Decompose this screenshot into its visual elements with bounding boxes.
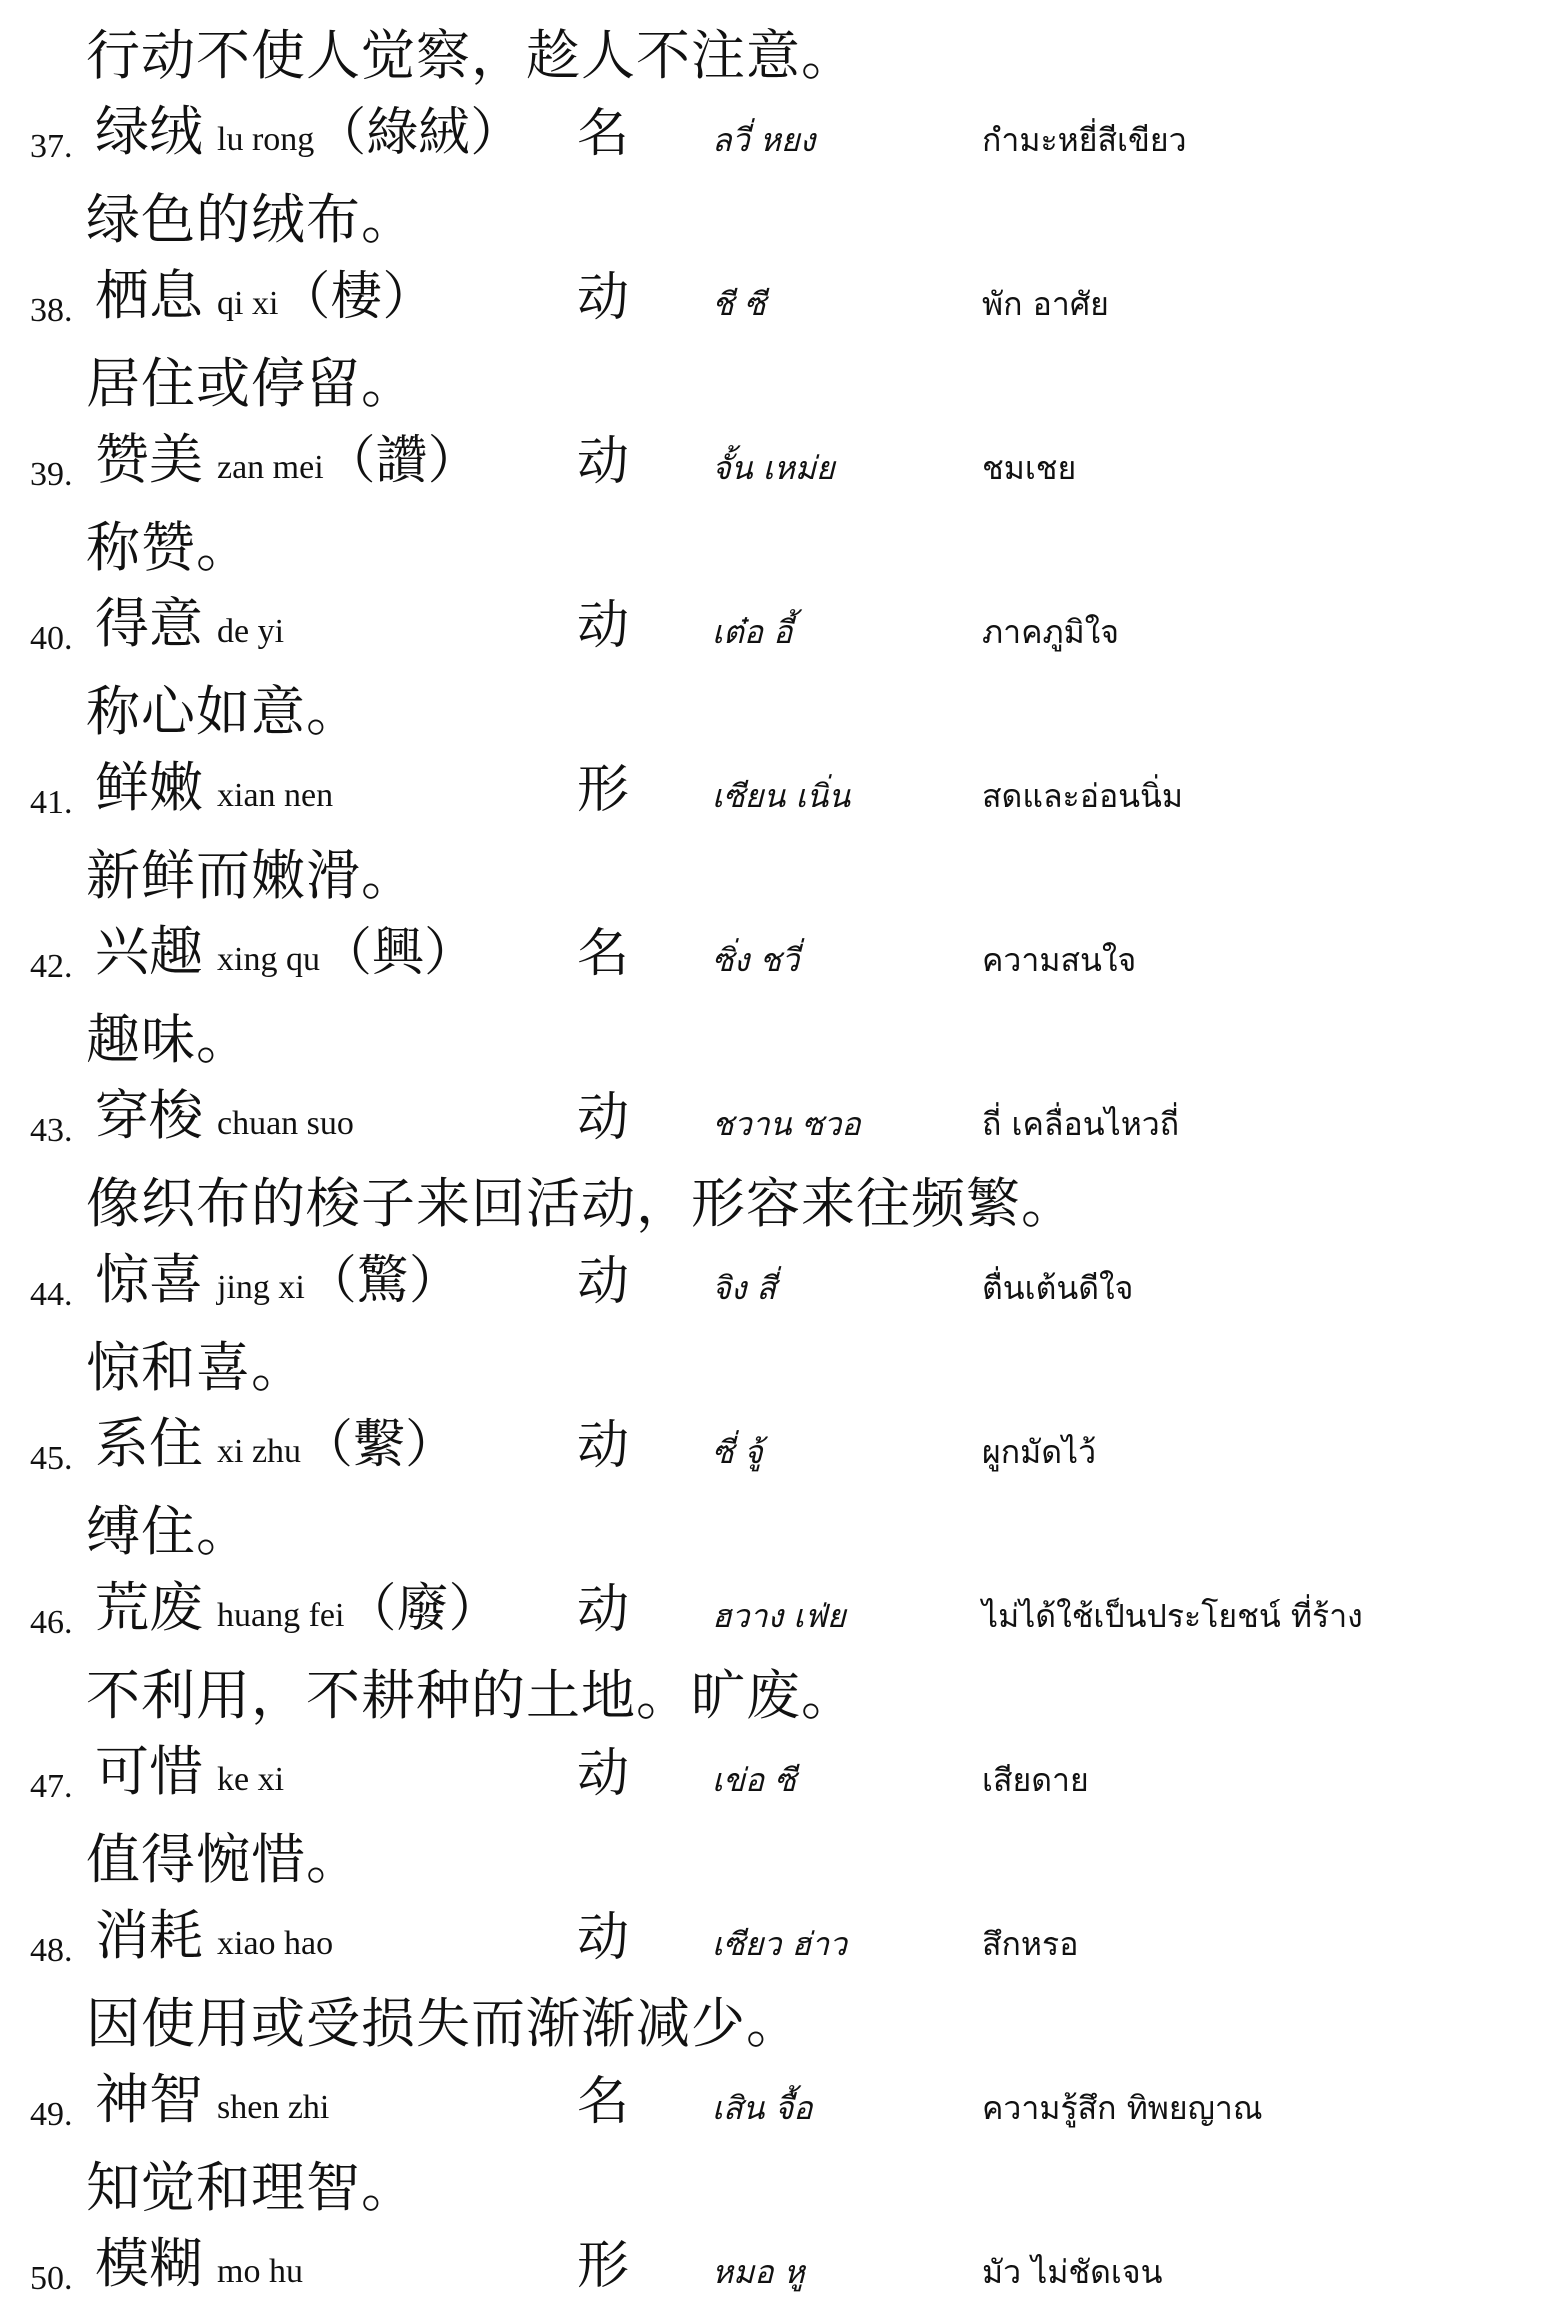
- entry-part-of-speech: 动: [577, 1580, 630, 1640]
- entry-thai-pronunciation: หมอ หู: [712, 2253, 805, 2291]
- entry-number: 44.: [30, 1276, 73, 1313]
- entry-number: 45.: [30, 1440, 73, 1477]
- entry-headword: [95, 745, 333, 822]
- entry-thai-pronunciation: จั้น เหม่ย: [712, 449, 835, 487]
- entry-pinyin: huang fei: [217, 1597, 345, 1634]
- entry-word: 得意: [95, 592, 203, 655]
- entry-definition: 绿色的绒布。: [86, 188, 416, 251]
- entry-thai-pronunciation: ซิ่ง ชวี่: [712, 941, 800, 979]
- entry-part-of-speech: 形: [577, 2236, 630, 2296]
- vocab-entry: [0, 2232, 1550, 2306]
- entry-part-of-speech: 动: [577, 268, 630, 328]
- vocab-entry: [0, 1576, 1550, 1650]
- vocab-entry: [0, 1904, 1550, 1978]
- entry-number: 40.: [30, 620, 73, 657]
- entry-thai-meaning: มัว ไม่ชัดเจน: [982, 2253, 1163, 2291]
- entry-thai-pronunciation: เซียน เนิ่น: [712, 777, 851, 815]
- entry-thai-meaning: ชมเชย: [982, 449, 1077, 487]
- entry-number: 39.: [30, 456, 73, 493]
- entry-word: 赞美: [95, 428, 203, 491]
- entry-definition: 像织布的梭子来回活动，形容来往频繁。: [86, 1172, 1076, 1235]
- entry-thai-meaning: กำมะหยี่สีเขียว: [982, 121, 1187, 159]
- entry-thai-meaning: ความสนใจ: [982, 941, 1137, 979]
- entry-part-of-speech: 动: [577, 1744, 630, 1804]
- entry-number: 49.: [30, 2096, 73, 2133]
- entry-definition: 值得惋惜。: [86, 1828, 361, 1891]
- entry-pinyin: xian nen: [217, 777, 334, 814]
- vocab-entry: [0, 2068, 1550, 2142]
- entry-thai-meaning: สึกหรอ: [982, 1925, 1079, 1963]
- entry-headword: [95, 909, 476, 986]
- vocab-entry: [0, 920, 1550, 994]
- vocab-entry: [0, 100, 1550, 174]
- entry-part-of-speech: 动: [577, 432, 630, 492]
- vocab-entry: [0, 756, 1550, 830]
- entry-word: 可惜: [95, 1740, 203, 1803]
- entry-traditional: （綠絨）: [314, 103, 523, 163]
- entry-word: 绿绒: [95, 100, 203, 163]
- entry-word: 神智: [95, 2068, 203, 2131]
- entry-pinyin: jing xi: [217, 1269, 305, 1306]
- entry-traditional: （繫）: [301, 1415, 458, 1475]
- entry-definition: 不利用，不耕种的土地。旷废。: [86, 1664, 856, 1727]
- entry-word: 惊喜: [95, 1248, 203, 1311]
- entry-pinyin: xiao hao: [217, 1925, 334, 1962]
- entry-pinyin: de yi: [217, 613, 285, 650]
- entry-definition: 称心如意。: [86, 680, 361, 743]
- entry-thai-meaning: ภาคภูมิใจ: [982, 613, 1120, 651]
- entry-headword: [95, 89, 522, 166]
- entry-thai-pronunciation: เซียว ฮ่าว: [712, 1925, 848, 1963]
- entry-definition: 惊和喜。: [86, 1336, 306, 1399]
- entry-traditional: （興）: [319, 923, 476, 983]
- entry-definition: 缚住。: [86, 1500, 251, 1563]
- entry-number: 47.: [30, 1768, 73, 1805]
- entry-headword: [95, 1401, 457, 1478]
- entry-headword: [95, 253, 434, 330]
- entry-definition: 因使用或受损失而渐渐减少。: [86, 1992, 801, 2055]
- entry-number: 42.: [30, 948, 73, 985]
- entry-number: 37.: [30, 128, 73, 165]
- entry-traditional: （廢）: [344, 1579, 501, 1639]
- entry-word: 系住: [95, 1412, 203, 1475]
- entry-number: 38.: [30, 292, 73, 329]
- vocab-entry: [0, 592, 1550, 666]
- entry-part-of-speech: 动: [577, 1908, 630, 1968]
- entry-thai-pronunciation: ชวาน ซวอ: [712, 1105, 861, 1143]
- entry-headword: [95, 581, 284, 658]
- vocab-entry: [0, 1084, 1550, 1158]
- entry-thai-meaning: ถี่ เคลื่อนไหวถี่: [982, 1105, 1180, 1143]
- entry-traditional: （讚）: [323, 431, 480, 491]
- entry-pinyin: xi zhu: [217, 1433, 302, 1470]
- entry-pinyin: ke xi: [217, 1761, 285, 1798]
- vocab-entry: [0, 1740, 1550, 1814]
- entry-thai-meaning: สดและอ่อนนิ่ม: [982, 777, 1184, 815]
- entry-definition: 知觉和理智。: [86, 2156, 416, 2219]
- entry-traditional: （驚）: [304, 1251, 461, 1311]
- entry-number: 50.: [30, 2260, 73, 2297]
- entry-thai-meaning: ตื่นเต้นดีใจ: [982, 1269, 1134, 1307]
- entry-number: 43.: [30, 1112, 73, 1149]
- entry-headword: [95, 1073, 354, 1150]
- entry-pinyin: mo hu: [217, 2253, 303, 2290]
- entry-headword: [95, 2057, 329, 2134]
- entry-part-of-speech: 名: [577, 2072, 630, 2132]
- entry-definition: 居住或停留。: [86, 352, 416, 415]
- entry-pinyin: chuan suo: [217, 1105, 354, 1142]
- entry-part-of-speech: 形: [577, 760, 630, 820]
- entry-number: 41.: [30, 784, 73, 821]
- entry-headword: [95, 1565, 500, 1642]
- vocab-entry: [0, 428, 1550, 502]
- entry-thai-pronunciation: ฮวาง เฟ่ย: [712, 1597, 846, 1635]
- vocab-entry: [0, 264, 1550, 338]
- entry-thai-pronunciation: เต๋อ อี้: [712, 613, 793, 651]
- entry-thai-pronunciation: จิง สี่: [712, 1269, 777, 1307]
- entry-thai-pronunciation: ลวี่ หยง: [712, 121, 816, 159]
- entry-thai-pronunciation: เสิน จื้อ: [712, 2089, 813, 2127]
- entry-word: 荒废: [95, 1576, 203, 1639]
- entry-word: 栖息: [95, 264, 203, 327]
- vocab-entry: [0, 1412, 1550, 1486]
- entry-thai-meaning: เสียดาย: [982, 1761, 1089, 1799]
- entry-pinyin: xing qu: [217, 941, 320, 978]
- entry-word: 鲜嫩: [95, 756, 203, 819]
- entry-thai-pronunciation: ชี ซี: [712, 285, 766, 323]
- entry-pinyin: qi xi: [217, 285, 279, 322]
- entry-number: 48.: [30, 1932, 73, 1969]
- entry-word: 消耗: [95, 1904, 203, 1967]
- entry-part-of-speech: 动: [577, 1252, 630, 1312]
- entry-definition: 新鲜而嫩滑。: [86, 844, 416, 907]
- entry-thai-pronunciation: ซี่ จู้: [712, 1433, 763, 1471]
- entry-part-of-speech: 动: [577, 1088, 630, 1148]
- entry-pinyin: shen zhi: [217, 2089, 330, 2126]
- entry-word: 穿梭: [95, 1084, 203, 1147]
- entry-headword: [95, 2221, 303, 2298]
- entry-headword: [95, 417, 480, 494]
- entry-headword: [95, 1237, 461, 1314]
- entry-number: 46.: [30, 1604, 73, 1641]
- entry-part-of-speech: 动: [577, 1416, 630, 1476]
- entry-pinyin: lu rong: [217, 121, 315, 158]
- entry-definition: 称赞。: [86, 516, 251, 579]
- entry-part-of-speech: 名: [577, 104, 630, 164]
- entry-traditional: （棲）: [278, 267, 435, 327]
- entry-pinyin: zan mei: [217, 449, 324, 486]
- entry-thai-meaning: ไม่ได้ใช้เป็นประโยชน์ ที่ร้าง: [982, 1597, 1363, 1635]
- entry-thai-meaning: พัก อาศัย: [982, 285, 1109, 323]
- entry-thai-pronunciation: เข่อ ซี: [712, 1761, 796, 1799]
- entry-thai-meaning: ความรู้สึก ทิพยญาณ: [982, 2089, 1263, 2127]
- entry-definition: 趣味。: [86, 1008, 251, 1071]
- entry-definition: 行动不使人觉察，趁人不注意。: [86, 24, 856, 87]
- entry-part-of-speech: 动: [577, 596, 630, 656]
- vocab-entry: [0, 1248, 1550, 1322]
- entry-word: 兴趣: [95, 920, 203, 983]
- entry-headword: [95, 1893, 333, 1970]
- entry-word: 模糊: [95, 2232, 203, 2295]
- entry-part-of-speech: 名: [577, 924, 630, 984]
- entry-headword: [95, 1729, 284, 1806]
- entry-thai-meaning: ผูกมัดไว้: [982, 1433, 1097, 1471]
